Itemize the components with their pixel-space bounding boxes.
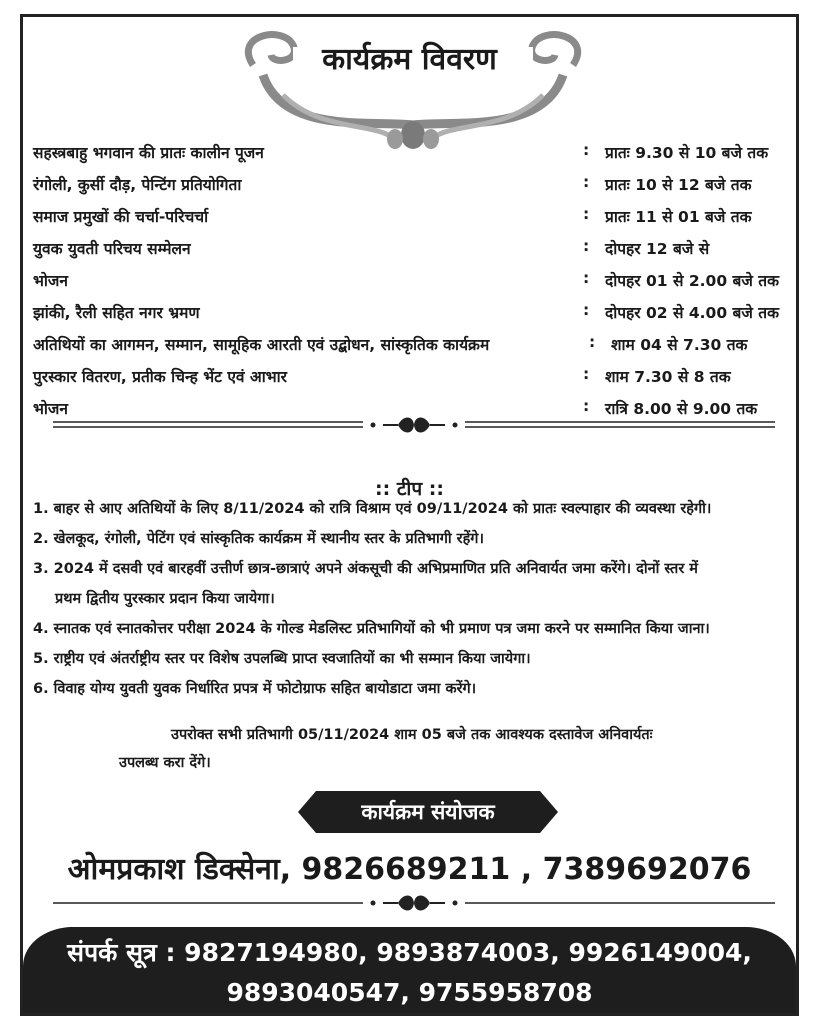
coordinator-badge bbox=[298, 791, 558, 833]
schedule-row bbox=[33, 295, 793, 327]
contact-line: 9893040547, 9755958708 bbox=[226, 978, 593, 1007]
schedule-row bbox=[33, 135, 793, 167]
coordinator-label: कार्यक्रम संयोजक bbox=[361, 800, 495, 824]
schedule-row bbox=[33, 231, 793, 263]
contact-line: संपर्क सूत्र : 9827194980, 9893874003, 9926149004, bbox=[67, 938, 752, 967]
flyer-page bbox=[20, 14, 799, 1016]
schedule-event: भोजन bbox=[33, 400, 69, 418]
schedule-separator: : bbox=[583, 205, 590, 223]
schedule-event: पुरस्कार वितरण, प्रतीक चिन्ह भेंट एवं आभार bbox=[33, 368, 287, 386]
schedule-separator: : bbox=[583, 237, 590, 255]
list-item: 6. विवाह योग्य युवती युवक निर्धारित प्रपत्र में फोटोग्राफ सहित बायोडाटा जमा करेंगे। bbox=[33, 681, 477, 697]
schedule-row bbox=[33, 359, 793, 391]
schedule-event: युवक युवती परिचय सम्मेलन bbox=[33, 240, 191, 258]
contact-numbers bbox=[23, 927, 796, 1013]
ornamental-divider bbox=[53, 415, 775, 435]
schedule-time: दोपहर 12 बजे से bbox=[605, 240, 710, 258]
schedule-separator: : bbox=[583, 173, 590, 191]
schedule-separator: : bbox=[589, 333, 596, 351]
deadline-note-line: उपरोक्त सभी प्रतिभागी 05/11/2024 शाम 05 बजे तक आवश्यक दस्तावेज अनिवार्यतः bbox=[171, 727, 653, 743]
tips-heading: :: टीप :: bbox=[375, 478, 444, 500]
contact-footer bbox=[23, 927, 796, 1013]
schedule-event: झांकी, रैली सहित नगर भ्रमण bbox=[33, 304, 200, 322]
coordinator-name: ओमप्रकाश डिक्सेना, 9826689211 , 7389692076 bbox=[67, 852, 752, 887]
deadline-note bbox=[119, 721, 779, 777]
schedule-row bbox=[33, 167, 793, 199]
list-item: 2. खेलकूद, रंगोली, पेटिंग एवं सांस्कृतिक कार्यक्रम में स्थानीय स्तर के प्रतिभागी रहेंगे। bbox=[33, 531, 484, 547]
list-item: प्रथम द्वितीय पुरस्कार प्रदान किया जायेगा। bbox=[55, 591, 275, 607]
schedule-row bbox=[33, 327, 793, 359]
schedule-time: रात्रि 8.00 से 9.00 तक bbox=[605, 400, 758, 418]
schedule-time: शाम 04 से 7.30 तक bbox=[611, 336, 748, 354]
schedule-time: प्रातः 10 से 12 बजे तक bbox=[605, 176, 752, 194]
schedule-row bbox=[33, 199, 793, 231]
list-item: 1. बाहर से आए अतिथियों के लिए 8/11/2024 को रात्रि विश्राम एवं 09/11/2024 को प्रातः स्वल्पाहार की व्यवस्था रहेगी। bbox=[33, 501, 712, 517]
schedule-time: प्रातः 11 से 01 बजे तक bbox=[605, 208, 752, 226]
deadline-note-line: उपलब्ध करा देंगे। bbox=[119, 755, 211, 771]
schedule-event: भोजन bbox=[33, 272, 69, 290]
ornamental-divider bbox=[53, 893, 775, 913]
schedule-event: रंगोली, कुर्सी दौड़, पेन्टिंग प्रतियोगिता bbox=[33, 176, 242, 194]
schedule-time: दोपहर 01 से 2.00 बजे तक bbox=[605, 272, 779, 290]
schedule-event: सहस्त्रबाहु भगवान की प्रातः कालीन पूजन bbox=[33, 144, 264, 162]
schedule-row bbox=[33, 263, 793, 295]
list-item: 4. स्नातक एवं स्नातकोत्तर परीक्षा 2024 के गोल्ड मेडलिस्ट प्रतिभागियों को भी प्रमाण पत्र जमा करने पर सम्मानित किया जाना। bbox=[33, 621, 710, 637]
schedule-event: समाज प्रमुखों की चर्चा-परिचर्चा bbox=[33, 208, 209, 226]
list-item: 5. राष्ट्रीय एवं अंतर्राष्ट्रीय स्तर पर विशेष उपलब्धि प्राप्त स्वजातियों का भी सम्मान किया जायेगा। bbox=[33, 651, 531, 667]
schedule-time: दोपहर 02 से 4.00 बजे तक bbox=[605, 304, 779, 322]
schedule-list bbox=[33, 135, 793, 423]
page-title: कार्यक्रम विवरण bbox=[322, 42, 497, 77]
schedule-separator: : bbox=[583, 365, 590, 383]
schedule-separator: : bbox=[583, 141, 590, 159]
schedule-time: प्रातः 9.30 से 10 बजे तक bbox=[605, 144, 769, 162]
schedule-time: शाम 7.30 से 8 तक bbox=[605, 368, 731, 386]
schedule-separator: : bbox=[583, 301, 590, 319]
list-item: 3. 2024 में दसवी एवं बारहवीं उत्तीर्ण छात्र-छात्राएं अपने अंकसूची की अभिप्रमाणित प्रति अनिवार्यत जमा करेंगे। दोनों स्तर में bbox=[33, 561, 698, 577]
schedule-separator: : bbox=[583, 269, 590, 287]
schedule-event: अतिथियों का आगमन, सम्मान, सामूहिक आरती एवं उद्बोधन, सांस्कृतिक कार्यक्रम bbox=[33, 336, 490, 354]
tips-list bbox=[33, 494, 793, 704]
schedule-separator: : bbox=[583, 397, 590, 415]
